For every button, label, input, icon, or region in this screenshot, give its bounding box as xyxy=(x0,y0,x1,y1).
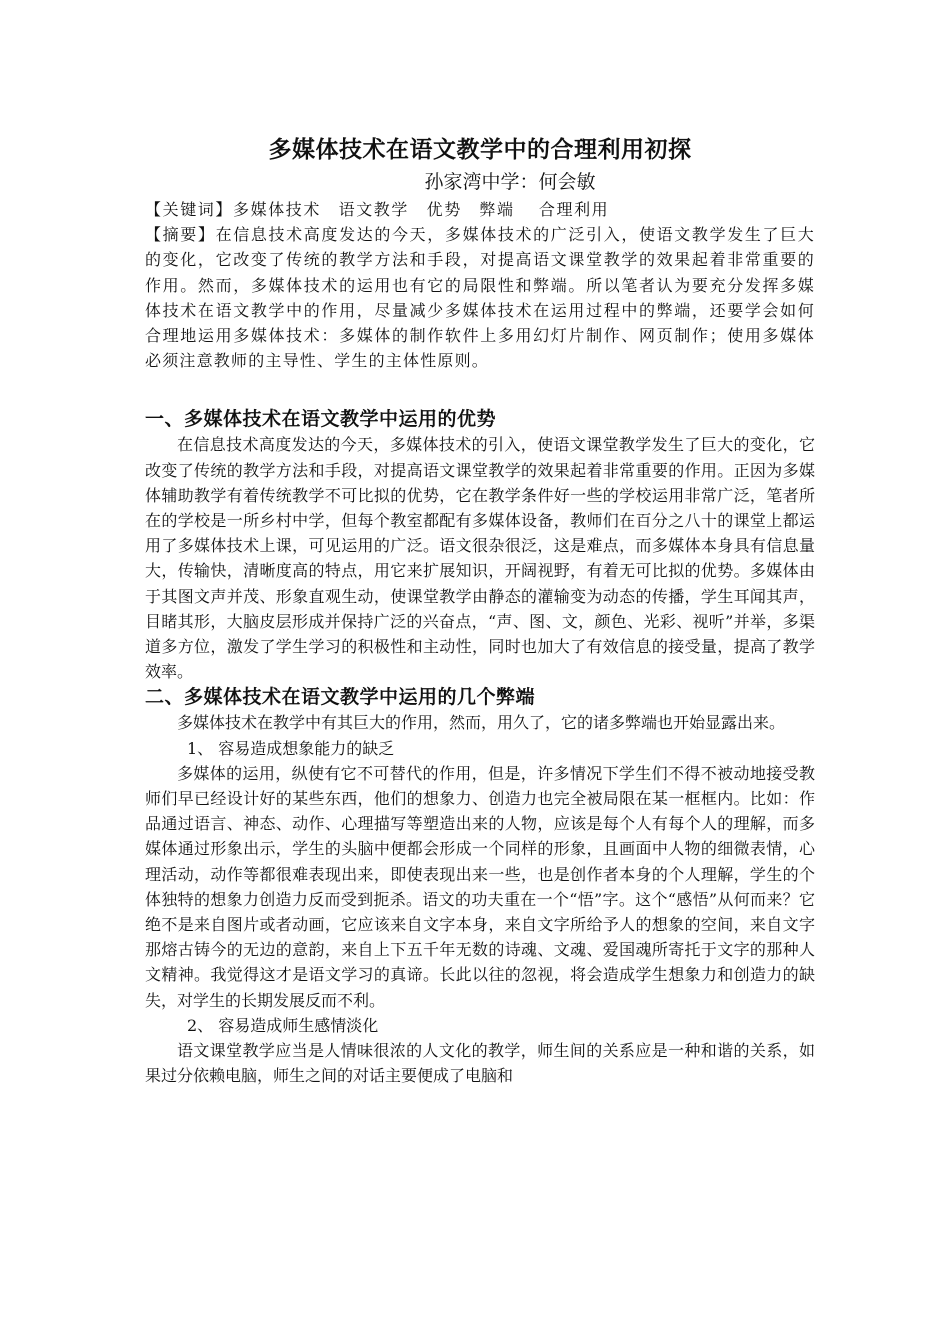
subsection-1-heading: 1、 容易造成想象能力的缺乏 xyxy=(187,738,395,758)
document-body xyxy=(145,133,815,1089)
section-2-intro: 多媒体技术在教学中有其巨大的作用，然而，用久了，它的诸多弊端也开始显露出来。 xyxy=(177,713,786,733)
subsection-2-paragraph: 语文课堂教学应当是人情味很浓的人文化的教学，师生间的关系应是一种和谐的关系，如果过分依赖电脑，师生之间的对话主要便成了电脑和 xyxy=(145,1041,815,1086)
subsection-1-paragraph: 多媒体的运用，纵使有它不可替代的作用，但是，许多情况下学生们不得不被动地接受教师们早已经设计好的某些东西，他们的想象力、创造力也完全被局限在某一框框内。比如：作品通过语言、神态、动作、心理描写等塑造出来的人物，应该是每个人有每个人的理解，而多媒体通过形象出示，学生的头脑中便都会形成一个同样的形象，且画面中人物的细微表情，心理活动，动作等都很难表现出来，即使表现出来一些，也是创作者本身的个人理解，学生的个体独特的想象力创造力反而受到扼杀。语文的功夫重在一个“悟”字。这个“感悟”从何而来？它绝不是来自图片或者动画，它应该来自文字本身，来自文字所给予人的想象的空间，来自文字那熔古铸今的无边的意韵，来自上下五千年无数的诗魂、文魂、爱国魂所寄托于文字的那种人文精神。我觉得这才是语文学习的真谛。长此以往的忽视，将会造成学生想象力和创造力的缺失，对学生的长期发展反而不利。 xyxy=(145,763,815,1010)
document-title: 多媒体技术在语文教学中的合理利用初探 xyxy=(268,137,692,163)
keywords-line: 【关键词】多媒体技术 语文教学 优势 弊端 合理利用 xyxy=(145,200,610,219)
section-2-heading: 二、多媒体技术在语文教学中运用的几个弊端 xyxy=(145,686,536,709)
subsection-2-heading: 2、 容易造成师生感情淡化 xyxy=(187,1015,379,1035)
section-spacer xyxy=(145,373,815,406)
abstract-paragraph: 【摘要】在信息技术高度发达的今天，多媒体技术的广泛引入，使语文教学发生了巨大的变化，它改变了传统的教学方法和手段，对提高语文课堂教学的效果起着非常重要的作用。然而，多媒体技术的运用也有它的局限性和弊端。所以笔者认为要充分发挥多媒体技术在语文教学中的作用，尽量减少多媒体技术在运用过程中的弊端，还要学会如何合理地运用多媒体技术：多媒体的制作软件上多用幻灯片制作、网页制作；使用多媒体必须注意教师的主导性、学生的主体性原则。 xyxy=(145,225,815,371)
section-1-heading: 一、多媒体技术在语文教学中运用的优势 xyxy=(145,408,497,431)
section-1-paragraph: 在信息技术高度发达的今天，多媒体技术的引入，使语文课堂教学发生了巨大的变化，它改变了传统的教学方法和手段，对提高语文课堂教学的效果起着非常重要的作用。正因为多媒体辅助教学有着传统教学不可比拟的优势，它在教学条件好一些的学校运用非常广泛，笔者所在的学校是一所乡村中学，但每个教室都配有多媒体设备，教师们在百分之八十的课堂上都运用了多媒体技术上课，可见运用的广泛。语文很杂很泛，这是难点，而多媒体本身具有信息量大，传输快，清晰度高的特点，用它来扩展知识，开阔视野，有着无可比拟的优势。多媒体由于其图文声并茂、形象直观生动，使课堂教学由静态的灌输变为动态的传播，学生耳闻其声，目睹其形，大脑皮层形成并保持广泛的兴奋点，“声、图、文，颜色、光彩、视听”并举，多渠道多方位，激发了学生学习的积极性和主动性，同时也加大了有效信息的接受量，提高了教学效率。 xyxy=(145,435,815,682)
author-line: 孙家湾中学：何会敏 xyxy=(424,171,596,193)
